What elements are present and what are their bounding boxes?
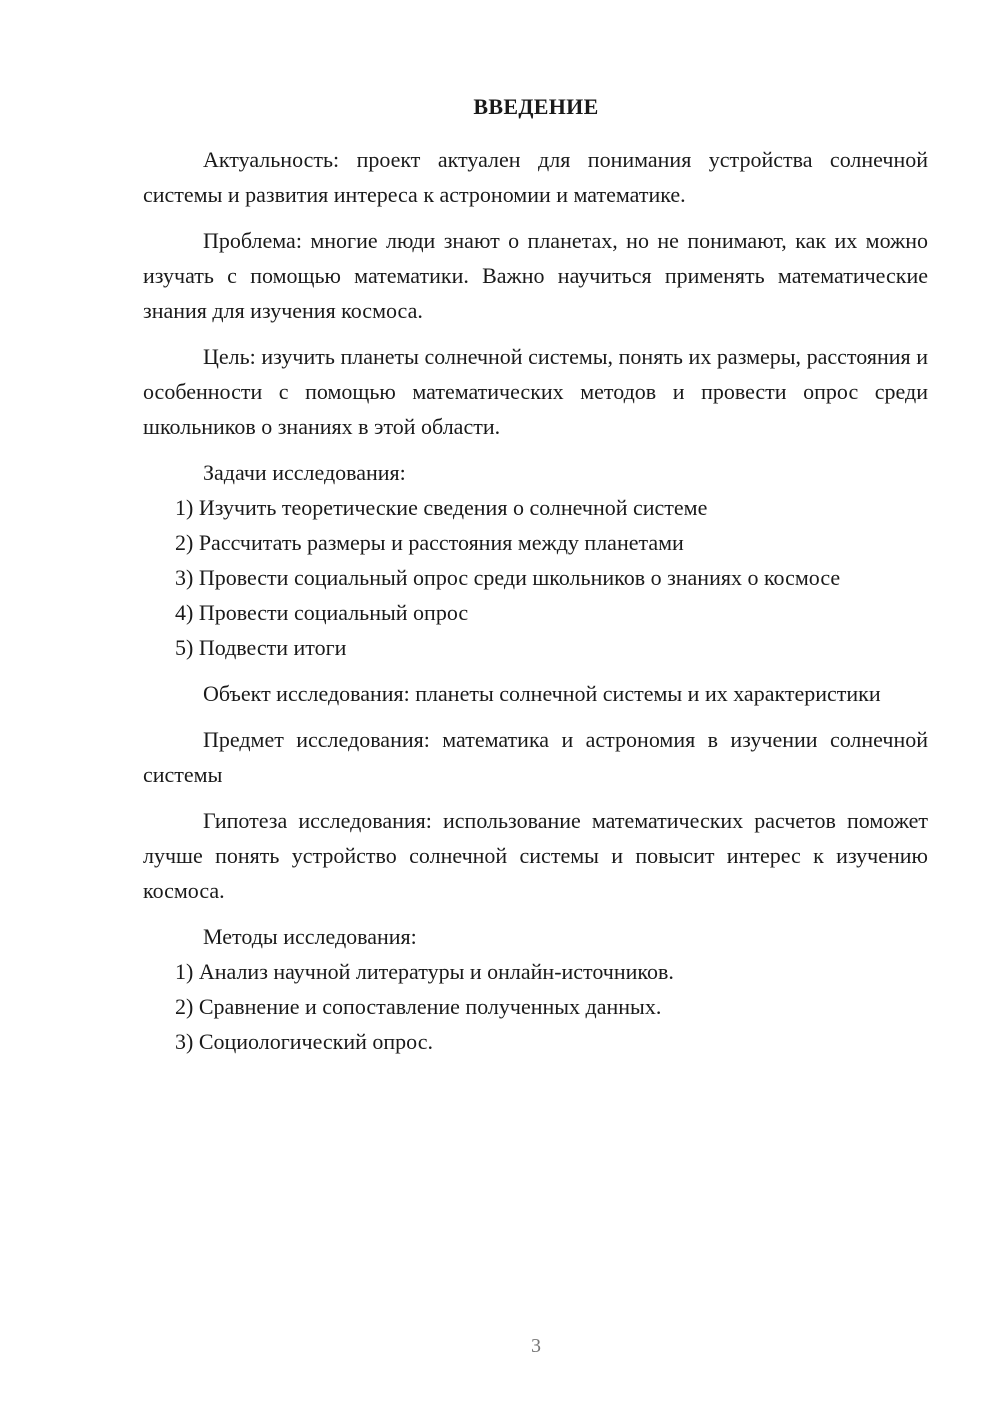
task-item: 1) Изучить теоретические сведения о солнечной системе [175,495,708,520]
methods-title: Методы исследования: [203,924,417,949]
method-item: 1) Анализ научной литературы и онлайн-источников. [175,959,674,984]
tasks-title: Задачи исследования: [203,460,406,485]
method-item: 3) Социологический опрос. [175,1029,433,1054]
document-body [143,142,928,1059]
task-item: 2) Рассчитать размеры и расстояния между планетами [175,530,684,555]
hypothesis-paragraph: Гипотеза исследования: использование математических расчетов поможет лучше понять устройство солнечной системы и повысит интерес к изучению космоса. [143,808,928,903]
goal-paragraph: Цель: изучить планеты солнечной системы, понять их размеры, расстояния и особенности с помощью математических методов и провести опрос среди школьников о знаниях в этой области. [143,344,928,439]
object-paragraph: Объект исследования: планеты солнечной системы и их характеристики [203,681,881,706]
task-item: 5) Подвести итоги [175,635,347,660]
relevance-paragraph: Актуальность: проект актуален для понимания устройства солнечной системы и развития интереса к астрономии и математике. [143,147,928,207]
page-title: ВВЕДЕНИЕ [473,94,599,119]
page-number: 3 [531,1335,541,1357]
task-item: 4) Провести социальный опрос [175,600,469,625]
problem-paragraph: Проблема: многие люди знают о планетах, но не понимают, как их можно изучать с помощью математики. Важно научиться применять математические знания для изучения космоса. [143,228,928,323]
task-item: 3) Провести социальный опрос среди школьников о знаниях о космосе [175,565,841,590]
method-item: 2) Сравнение и сопоставление полученных данных. [175,994,662,1019]
subject-paragraph: Предмет исследования: математика и астрономия в изучении солнечной системы [143,727,928,787]
